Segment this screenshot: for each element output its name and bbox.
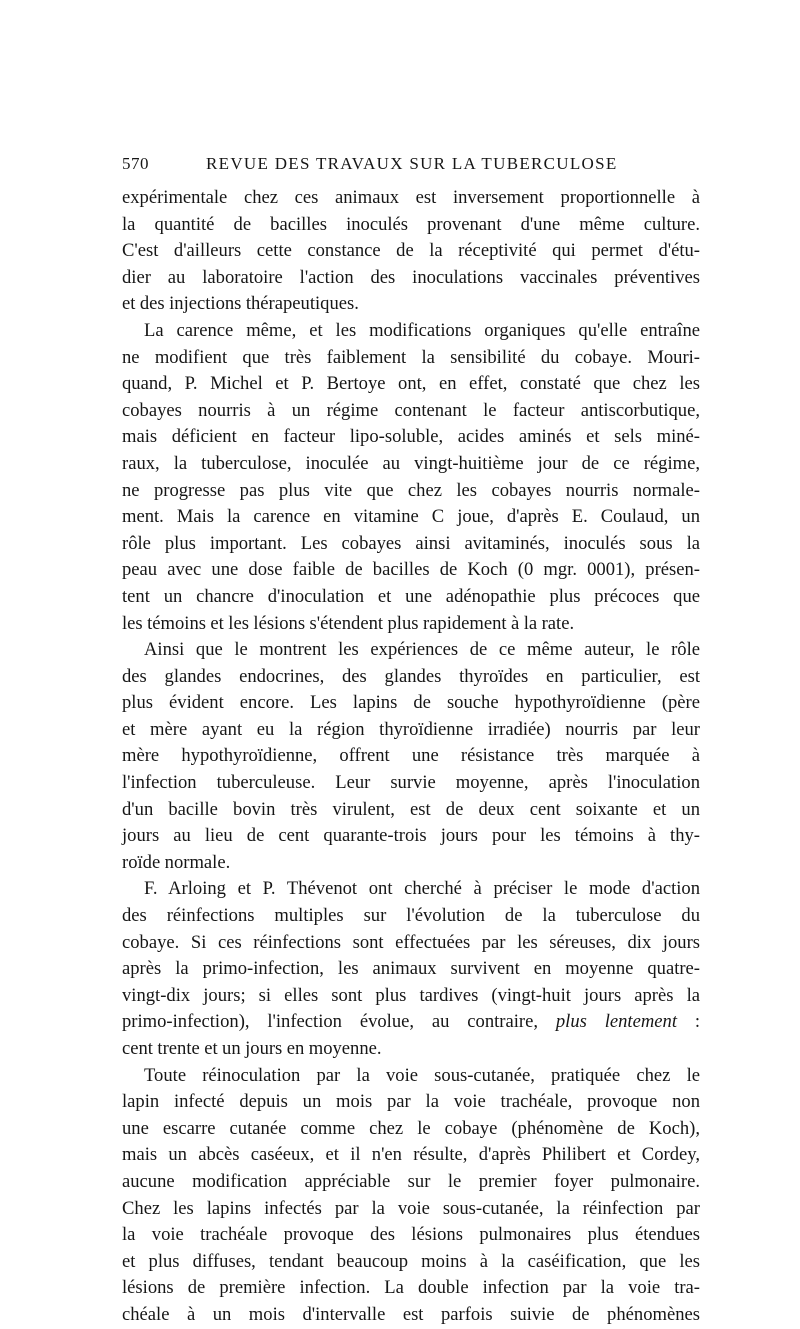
text-line: et des injections thérapeutiques. [122, 293, 359, 315]
text-line: d'un bacille bovin très virulent, est de deux cent soixante et un [122, 798, 700, 820]
text-line: cent trente et un jours en moyenne. [122, 1038, 382, 1059]
text-line: raux, la tuberculose, inoculée au vingt-huitième jour de ce régime, [122, 452, 700, 474]
paragraph-5 [122, 1063, 700, 1329]
text-line: chéale à un mois d'intervalle est parfois suivie de phénomènes [122, 1303, 700, 1325]
text-line: peau avec une dose faible de bacilles de Koch (0 mgr. 0001), présen- [122, 559, 700, 581]
text-line: C'est d'ailleurs cette constance de la réceptivité qui permet d'étu- [122, 240, 700, 262]
text-line: F. Arloing et P. Thévenot ont cherché à préciser le mode d'action [144, 878, 700, 900]
text-line: tent un chancre d'inoculation et une adénopathie plus précoces que [122, 585, 700, 607]
text-line-with-italic [122, 1009, 700, 1036]
body-text [122, 185, 700, 1329]
text-line: dier au laboratoire l'action des inoculations vaccinales préventives [122, 266, 700, 288]
text-line: les témoins et les lésions s'étendent plus rapidement à la rate. [122, 612, 575, 634]
text-line: cobaye. Si ces réinfections sont effectuées par les séreuses, dix jours [122, 931, 700, 953]
text-line: ment. Mais la carence en vitamine C joue, d'après E. Coulaud, un [122, 506, 700, 528]
text-line: cobayes nourris à un régime contenant le facteur antiscorbutique, [122, 399, 700, 421]
text-line: rôle plus important. Les cobayes ainsi avitaminés, inoculés sous la [122, 532, 700, 554]
running-head-title: REVUE DES TRAVAUX SUR LA TUBERCULOSE [206, 154, 618, 173]
text-line: mais déficient en facteur lipo-soluble, acides aminés et sels miné- [122, 426, 700, 448]
text-line: l'infection tuberculeuse. Leur survie moyenne, après l'inoculation [122, 772, 700, 794]
text-line: mère hypothyroïdienne, offrent une résistance très marquée à [122, 745, 700, 767]
text-line: roïde normale. [122, 851, 231, 873]
page-number: 570 [122, 154, 149, 173]
text-line: Chez les lapins infectés par la voie sous-cutanée, la réinfection par [122, 1197, 700, 1219]
text-line: aucune modification appréciable sur le premier foyer pulmonaire. [122, 1170, 700, 1192]
text-line: vingt-dix jours; si elles sont plus tardives (vingt-huit jours après la [122, 984, 700, 1006]
text-line: après la primo-infection, les animaux survivent en moyenne quatre- [122, 958, 700, 980]
text-line: Ainsi que le montrent les expériences de ce même auteur, le rôle [144, 639, 700, 661]
text-line: ne progresse pas plus vite que chez les cobayes nourris normale- [122, 479, 700, 501]
text-line: et mère ayant eu la région thyroïdienne irradiée) nourris par leur [122, 718, 700, 740]
text-line: mais un abcès caséeux, et il n'en résulte, d'après Philibert et Cordey, [122, 1144, 700, 1166]
paragraph-3 [122, 637, 700, 876]
paragraph-2 [122, 318, 700, 637]
text-line: expérimentale chez ces animaux est inversement proportionnelle à [122, 187, 700, 208]
text-line: la quantité de bacilles inoculés provenant d'une même culture. [122, 213, 700, 235]
running-head [122, 154, 700, 178]
text-line: jours au lieu de cent quarante-trois jours pour les témoins à thy- [122, 825, 700, 847]
italic-phrase: plus lentement [555, 1011, 677, 1033]
text-segment: primo-infection), l'infection évolue, au contraire, [122, 1011, 538, 1033]
text-line: ne modifient que très faiblement la sensibilité du cobaye. Mouri- [122, 346, 700, 368]
text-segment: : [676, 1011, 700, 1033]
text-line: la voie trachéale provoque des lésions pulmonaires plus étendues [122, 1224, 700, 1246]
paragraph-4 [122, 876, 700, 1062]
paragraph-1 [122, 185, 700, 318]
text-line: plus évident encore. Les lapins de souche hypothyroïdienne (père [122, 692, 700, 714]
text-line: quand, P. Michel et P. Bertoye ont, en effet, constaté que chez les [122, 373, 700, 395]
text-line: La carence même, et les modifications organiques qu'elle entraîne [144, 319, 700, 341]
text-line: lésions de première infection. La double infection par la voie tra- [122, 1277, 700, 1299]
text-line: et plus diffuses, tendant beaucoup moins à la caséification, que les [122, 1250, 700, 1272]
text-line: une escarre cutanée comme chez le cobaye (phénomène de Koch), [122, 1117, 700, 1139]
text-line: des réinfections multiples sur l'évolution de la tuberculose du [122, 905, 700, 927]
text-line: des glandes endocrines, des glandes thyroïdes en particulier, est [122, 665, 700, 687]
text-line: Toute réinoculation par la voie sous-cutanée, pratiquée chez le [144, 1064, 700, 1086]
text-line: lapin infecté depuis un mois par la voie trachéale, provoque non [122, 1091, 700, 1113]
